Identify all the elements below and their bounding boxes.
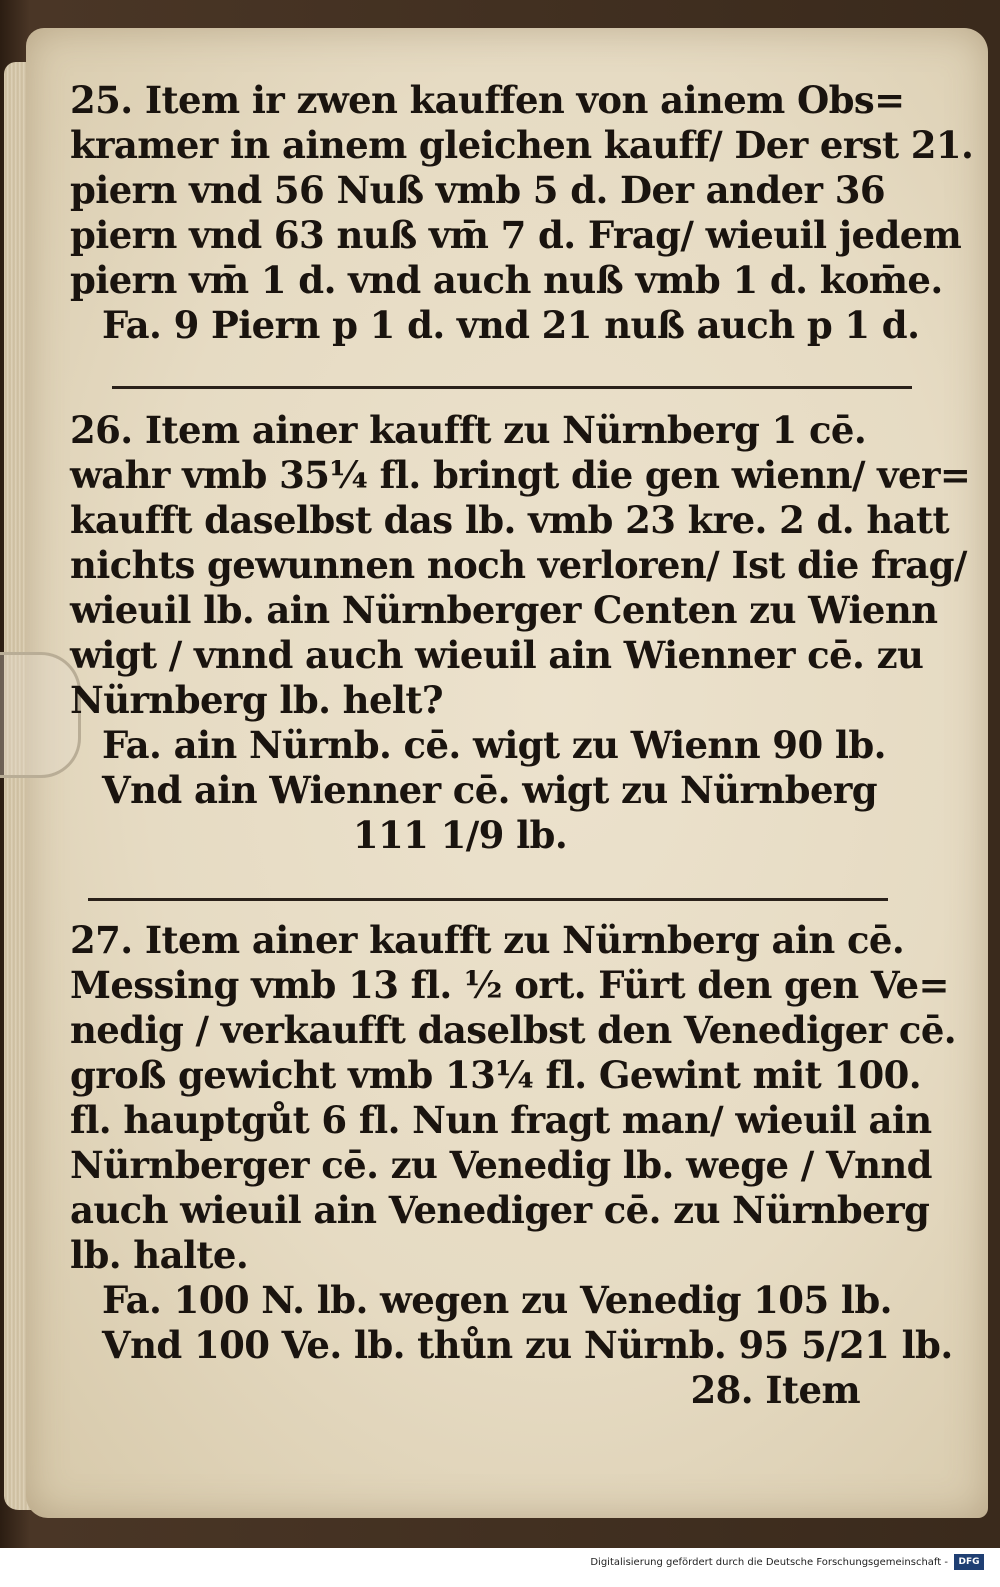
problem-line: Nürnberger cē. zu Venedig lb. wege / Vnnd: [70, 1143, 932, 1187]
problem-line: wieuil lb. ain Nürnberger Centen zu Wienn: [70, 588, 938, 632]
problem-line: piern vnd 63 nuß vm̄ 7 d. Frag/ wieuil jedem: [70, 213, 962, 257]
problem-line: piern vnd 56 Nuß vmb 5 d. Der ander 36: [70, 168, 885, 212]
dfg-logo-icon: DFG: [954, 1554, 984, 1570]
clip-tab: [0, 652, 81, 778]
answer-line: Vnd ain Wienner cē. wigt zu Nürnberg: [102, 768, 878, 812]
problem-line: wigt / vnnd auch wieuil ain Wienner cē. zu: [70, 633, 924, 677]
digitization-credit: Digitalisierung gefördert durch die Deutsche Forschungsgemeinschaft -: [590, 1557, 948, 1568]
problem-line: 26. Item ainer kaufft zu Nürnberg 1 cē.: [70, 408, 867, 452]
problem-line: auch wieuil ain Venediger cē. zu Nürnberg: [70, 1188, 930, 1232]
problem-line: lb. halte.: [70, 1233, 249, 1277]
answer-line: 111 1/9 lb.: [352, 813, 568, 857]
problem-line: kramer in ainem gleichen kauff/ Der erst 21.: [70, 123, 974, 167]
problem-25: [70, 78, 973, 348]
problem-line: kaufft daselbst das lb. vmb 23 kre. 2 d. hatt: [70, 498, 950, 542]
problem-line: Nürnberg lb. helt?: [70, 678, 443, 722]
problem-line: wahr vmb 35¼ fl. bringt die gen wienn/ ver=: [70, 453, 971, 497]
problem-line: piern vm̄ 1 d. vnd auch nuß vmb 1 d. kom̄e.: [70, 258, 943, 302]
problem-26: [70, 408, 970, 858]
problem-line: Messing vmb 13 fl. ½ ort. Fürt den gen Ve=: [70, 963, 949, 1007]
answer-line: Vnd 100 Ve. lb. thůn zu Nürnb. 95 5/21 lb.: [102, 1323, 953, 1367]
divider-rule: [112, 386, 912, 389]
problem-line: nichts gewunnen noch verloren/ Ist die frag/: [70, 543, 967, 587]
divider-rule: [88, 898, 888, 901]
problem-line: groß gewicht vmb 13¼ fl. Gewint mit 100.: [70, 1053, 922, 1097]
problem-line: 25. Item ir zwen kauffen von ainem Obs=: [70, 78, 905, 122]
problem-line: nedig / verkaufft daselbst den Venediger cē.: [70, 1008, 957, 1052]
problem-line: fl. hauptgůt 6 fl. Nun fragt man/ wieuil ain: [70, 1098, 932, 1142]
answer-line: Fa. 100 N. lb. wegen zu Venedig 105 lb.: [102, 1278, 892, 1322]
problem-27: [70, 918, 956, 1413]
answer-line: Fa. ain Nürnb. cē. wigt zu Wienn 90 lb.: [102, 723, 886, 767]
problem-line: 27. Item ainer kaufft zu Nürnberg ain cē.: [70, 918, 905, 962]
answer-line: Fa. 9 Piern p 1 d. vnd 21 nuß auch p 1 d.: [102, 303, 920, 347]
catchword: 28. Item: [690, 1368, 860, 1412]
